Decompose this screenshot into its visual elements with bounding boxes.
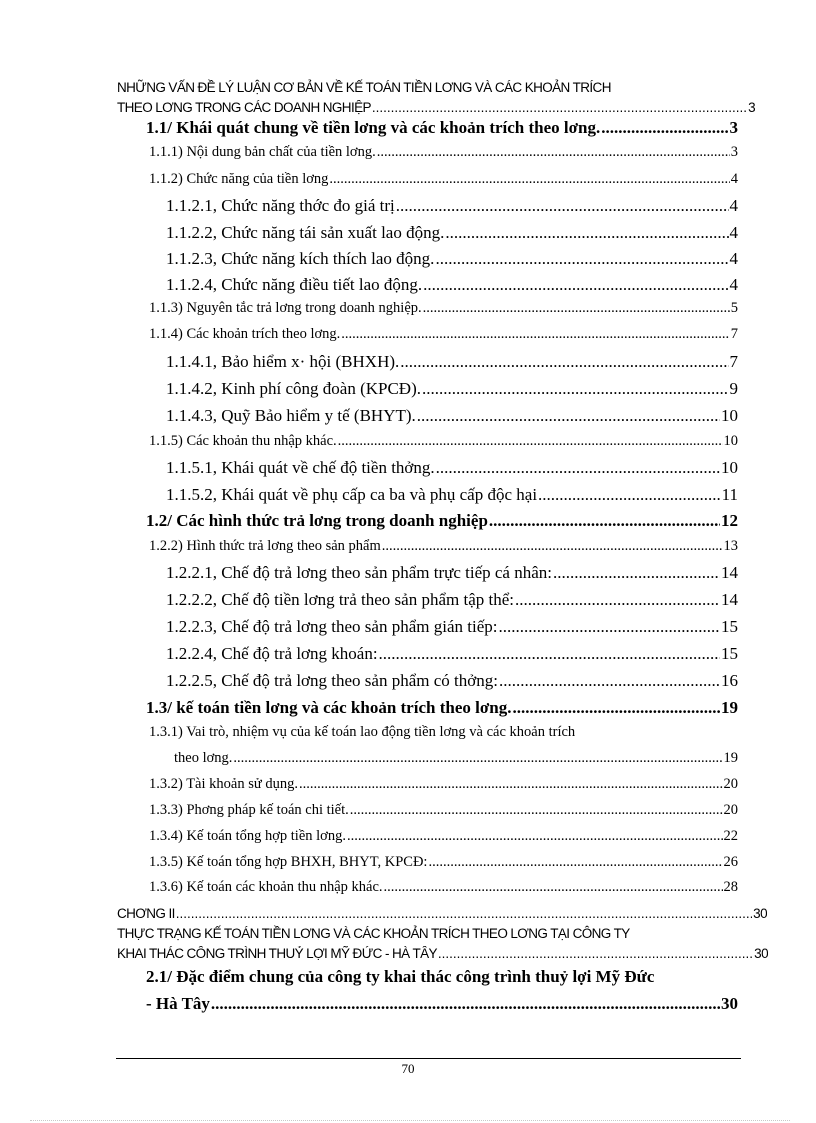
toc-entry-1-2-2-4[interactable]: 1.2.2.4, Chế độ trả lơng khoán: ..... 15 [166, 644, 738, 664]
page-edge-divider [30, 1120, 790, 1122]
toc-entry-1-1-2[interactable]: 1.1.2) Chức năng của tiền lơng ..... 4 [149, 171, 738, 188]
toc-entry-1-1-5-1[interactable]: 1.1.5.1, Khái quát về chế độ tiền thởng. ..... 10 [166, 458, 738, 478]
toc-entry-1-3-1-line1[interactable]: 1.3.1) Vai trò, nhiệm vụ của kế toán lao động tiền lơng và các khoản trích [149, 724, 576, 740]
toc-entry-1-1-2-2[interactable]: 1.1.2.2, Chức năng tái sản xuất lao động. ..... 4 [166, 223, 738, 243]
part2-title-line2: KHAI THÁC CÔNG TRÌNH THUỶ LỢI MỸ ĐỨC - HÀ TÂY ..... 30 [117, 946, 768, 961]
toc-entry-1-1-2-4[interactable]: 1.1.2.4, Chức năng điều tiết lao động. ..... 4 [166, 275, 738, 295]
toc-entry-1-3[interactable]: 1.3/ kế toán tiền lơng và các khoản trích theo lơng. ..... 19 [146, 698, 738, 718]
toc-entry-1-2-2[interactable]: 1.2.2) Hình thức trả lơng theo sản phẩm ..... 13 [149, 538, 738, 555]
toc-entry-1-2-2-3[interactable]: 1.2.2.3, Chế độ trả lơng theo sản phẩm gián tiếp: ..... 15 [166, 617, 738, 637]
toc-entry-1-2[interactable]: 1.2/ Các hình thức trả lơng trong doanh nghiệp ..... 12 [146, 511, 738, 531]
toc-entry-1-2-2-2[interactable]: 1.2.2.2, Chế độ tiền lơng trả theo sản phẩm tập thể: ..... 14 [166, 590, 738, 610]
page-number: 70 [401, 1061, 415, 1076]
toc-entry-1-3-1-line2[interactable]: theo lơng. ..... 19 [174, 750, 738, 767]
part1-title-line2: THEO LƠNG TRONG CÁC DOANH NGHIỆP ..... 3 [117, 100, 755, 115]
toc-entry-1-1[interactable]: 1.1/ Khái quát chung về tiền lơng và các khoản trích theo lơng. ..... 3 [146, 118, 738, 138]
toc-entry-1-2-2-5[interactable]: 1.2.2.5, Chế độ trả lơng theo sản phẩm có thởng: ..... 16 [166, 671, 738, 691]
toc-entry-1-1-2-1[interactable]: 1.1.2.1, Chức năng thớc đo giá trị ..... 4 [166, 196, 738, 216]
toc-entry-1-3-2[interactable]: 1.3.2) Tài khoản sử dụng. ..... 20 [149, 776, 738, 793]
toc-entry-1-1-4-1[interactable]: 1.1.4.1, Bảo hiểm x· hội (BHXH). ..... 7 [166, 352, 738, 372]
toc-entry-1-1-2-3[interactable]: 1.1.2.3, Chức năng kích thích lao động. ..... 4 [166, 249, 738, 269]
part2-title-line1: THỰC TRẠNG KẾ TOÁN TIỀN LƠNG VÀ CÁC KHOẢN TRÍCH THEO LƠNG TẠI CÔNG TY [117, 926, 630, 941]
toc-entry-1-3-5[interactable]: 1.3.5) Kế toán tổng hợp BHXH, BHYT, KPCĐ: ..... 26 [149, 854, 738, 871]
toc-entry-1-3-3[interactable]: 1.3.3) Phơng pháp kế toán chi tiết. ..... 20 [149, 802, 738, 819]
toc-entry-1-1-3[interactable]: 1.1.3) Nguyên tắc trả lơng trong doanh nghiệp. ..... 5 [149, 300, 738, 317]
toc-entry-1-1-5[interactable]: 1.1.5) Các khoản thu nhập khác. ..... 10 [149, 433, 738, 450]
toc-entry-1-3-6[interactable]: 1.3.6) Kế toán các khoản thu nhập khác. ..... 28 [149, 879, 738, 896]
toc-entry-1-1-4-3[interactable]: 1.1.4.3, Quỹ Bảo hiểm y tế (BHYT). ..... 10 [166, 406, 738, 426]
toc-entry-2-1-line2[interactable]: - Hà Tây ..... 30 [146, 994, 738, 1014]
part1-title-line1: NHỮNG VẤN ĐỀ LÝ LUẬN CƠ BẢN VỀ KẾ TOÁN TIỀN LƠNG VÀ CÁC KHOẢN TRÍCH [117, 80, 611, 95]
toc-entry-2-1-line1[interactable]: 2.1/ Đặc điểm chung của công ty khai thác công trình thuỷ lợi Mỹ Đức [146, 967, 655, 986]
toc-entry-1-1-4[interactable]: 1.1.4) Các khoản trích theo lơng. ..... 7 [149, 326, 738, 343]
toc-entry-1-3-4[interactable]: 1.3.4) Kế toán tổng hợp tiền lơng. ..... 22 [149, 828, 738, 845]
toc-entry-1-1-5-2[interactable]: 1.1.5.2, Khái quát về phụ cấp ca ba và phụ cấp độc hại ..... 11 [166, 485, 738, 505]
footer-divider [116, 1058, 741, 1059]
toc-entry-1-1-4-2[interactable]: 1.1.4.2, Kinh phí công đoàn (KPCĐ). ..... 9 [166, 379, 738, 399]
toc-entry-1-1-1[interactable]: 1.1.1) Nội dung bản chất của tiền lơng. ..... 3 [149, 144, 738, 161]
toc-entry-1-2-2-1[interactable]: 1.2.2.1, Chế độ trả lơng theo sản phẩm trực tiếp cá nhân: ..... 14 [166, 563, 738, 583]
toc-chapter-2[interactable]: CHƠNG II ..... 30 [117, 906, 767, 921]
